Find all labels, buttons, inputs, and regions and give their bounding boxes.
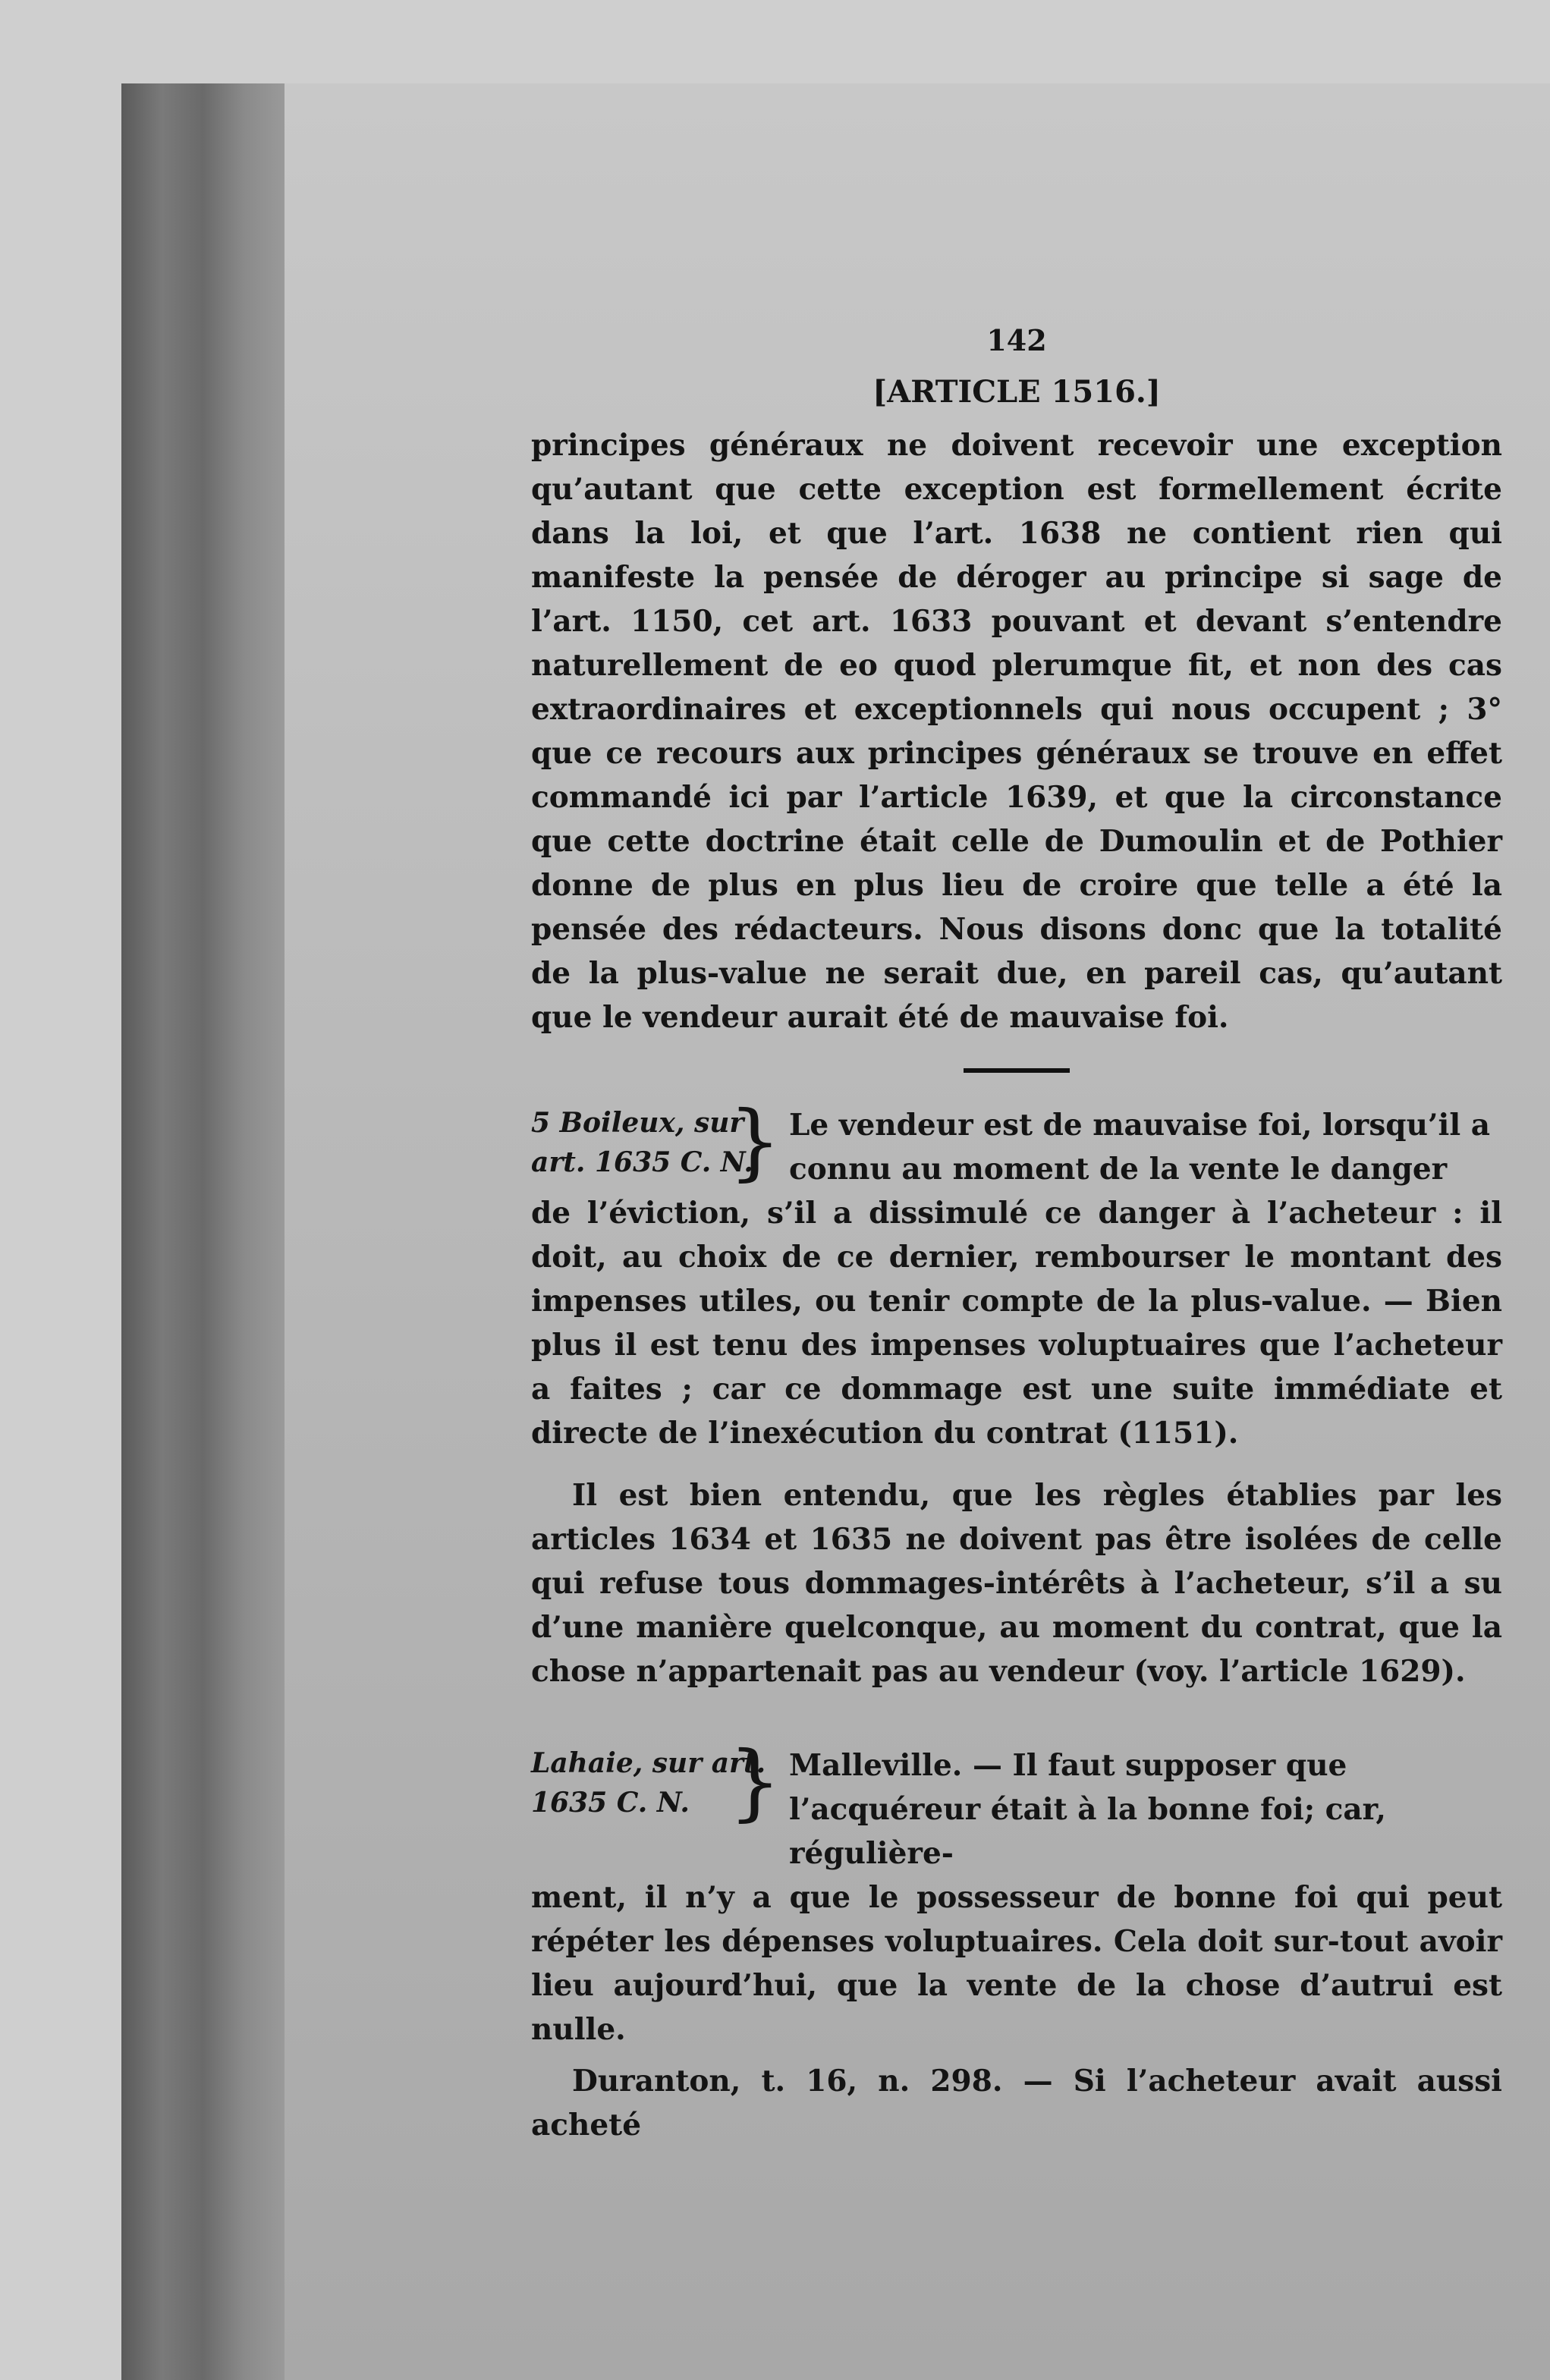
note-2-text: ment, il n’y a que le possesseur de bonne foi qui peut répéter les dépenses voluptuaires. Cela doit sur-tout avoir lieu aujourd’hui, que la vente de la chose d’autrui est nulle.: [531, 1880, 1502, 2047]
margin-note-1: [531, 1093, 1502, 1191]
note-reference-2-line1: Lahaie, sur art.: [531, 1747, 766, 1779]
scan-border-top: [0, 0, 1550, 83]
scan-border-left: [0, 0, 121, 2380]
note-reference-1-line2: art. 1635 C. N.: [531, 1146, 753, 1178]
brace-glyph: }: [728, 1093, 781, 1190]
note-1-text: de l’éviction, s’il a dissimulé ce danger à l’acheteur : il doit, au choix de ce dernier, rembourser le montant des impenses utiles, ou tenir compte de la plus-value. — Bien plus il est tenu des impenses voluptuaires que l’acheteur a faites ; car ce dommage est une suite immédiate et directe de l’inexécution du contrat (1151).: [531, 1196, 1502, 1451]
brace-glyph: }: [728, 1733, 781, 1830]
paragraph-1: principes généraux ne doivent recevoir une exception qu’autant que cette exception est formellement écrite dans la loi, et que l’art. 1638 ne contient rien qui manifeste la pensée de déroger au principe si sage de l’art. 1150, cet art. 1633 pouvant et devant s’entendre naturellement de eo quod plerumque fit, et non des cas extraordinaires et exceptionnels qui nous occupent ; 3° que ce recours aux principes généraux se trouve en effet commandé ici par l’article 1639, et que la circonstance que cette doctrine était celle de Dumoulin et de Pothier donne de plus en plus lieu de croire que telle a été la pensée des rédacteurs. Nous disons donc que la totalité de la plus-value ne serait due, en pareil cas, qu’autant que le vendeur aurait été de mauvaise foi.: [531, 428, 1502, 1035]
section-divider: [964, 1068, 1070, 1073]
note-reference-2: [531, 1733, 789, 1830]
spacer: [531, 1693, 1502, 1739]
margin-note-2: [531, 1733, 1502, 1875]
note-reference-1-line1: 5 Boileux, sur: [531, 1107, 744, 1139]
running-head: [ARTICLE 1516.]: [872, 374, 1161, 410]
last-line: Duranton, t. 16, n. 298. — Si l’acheteur avait aussi acheté: [531, 2064, 1502, 2143]
note-reference-2-line2: 1635 C. N.: [531, 1787, 690, 1819]
paragraph-2: Il est bien entendu, que les règles établies par les articles 1634 et 1635 ne doivent pas être isolées de celle qui refuse tous dommages-intérêts à l’acheteur, s’il a su d’une manière quelconque, au moment du contrat, que la chose n’appartenait pas au vendeur (voy. l’article 1629).: [531, 1478, 1502, 1689]
page-text: [531, 319, 1502, 2147]
book-spine: [121, 83, 285, 2380]
note-1-lead-text: Le vendeur est de mauvaise foi, lorsqu’il a connu au moment de la vente le danger: [789, 1108, 1490, 1187]
note-reference-1: [531, 1093, 789, 1190]
page-number: 142: [986, 323, 1047, 357]
note-2-lead-text: Malleville. — Il faut supposer que l’acquéreur était à la bonne foi; car, régulière-: [789, 1748, 1386, 1871]
